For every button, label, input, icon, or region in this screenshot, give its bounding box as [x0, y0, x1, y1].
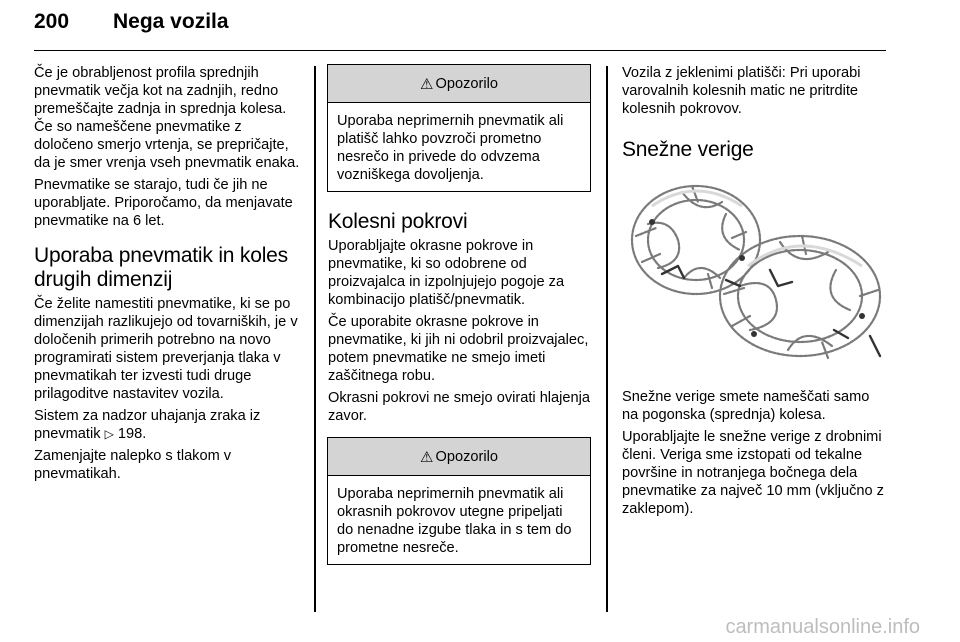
paragraph: Zamenjajte nalepko s tlakom v pnevmatikah.	[34, 448, 232, 482]
warning-triangle-icon: ⚠	[420, 448, 434, 466]
watermark: carmanualsonline.info	[725, 616, 920, 638]
warning-text: Uporaba neprimernih pnevmatik ali platišč lahko povzroči prometno nesrečo in privede do odvzema vozniškega dovoljenja.	[337, 113, 564, 183]
warning-box	[327, 64, 591, 192]
paragraph: Če je obrabljenost profila sprednjih pnevmatik večja kot na zadnjih, redno premeščajte zadnja in sprednja kolesa. Če so nameščene pnevmatike z določeno smerjo vrtenja, se prepričajte, da je smer vrenja vseh pnevmatik enaka.	[34, 65, 300, 171]
column-divider	[314, 66, 316, 612]
warning-title: Opozorilo	[435, 75, 498, 92]
paragraph: Vozila z jeklenimi platišči: Pri uporabi varovalnih kolesnih matic ne pritrdite kolesnih pokrovov.	[622, 65, 861, 117]
paragraph: Snežne verige smete nameščati samo na pogonska (sprednja) kolesa.	[622, 389, 870, 423]
column-middle	[328, 64, 592, 565]
paragraph-with-reference	[34, 407, 302, 443]
section-heading: Kolesni pokrovi	[328, 210, 468, 233]
page-number: 200	[34, 10, 70, 33]
paragraph: Okrasni pokrovi ne smejo ovirati hlajenja zavor.	[328, 390, 590, 424]
warning-box	[327, 437, 591, 565]
page-header	[34, 2, 886, 51]
paragraph: Pnevmatike se starajo, tudi če jih ne uporabljate. Priporočamo, da menjavate pnevmatike na 6 let.	[34, 177, 293, 229]
column-left	[34, 64, 302, 487]
warning-triangle-icon: ⚠	[420, 75, 434, 93]
paragraph: Uporabljajte okrasne pokrove in pnevmatike, ki so odobrene od proizvajalca in izpolnjujejo pogoje za kombinacijo platišč/pnevmatik.	[328, 238, 565, 308]
arrow-ref-icon[interactable]: ▷	[104, 427, 114, 441]
section-heading: Uporaba pnevmatik in koles drugih dimenzij	[34, 244, 288, 291]
paragraph: Uporabljajte le snežne verige z drobnimi členi. Veriga sme izstopati od tekalne površine in notranjega bočnega dela pnevmatike za največ 10 mm (vključno z zaklepom).	[622, 429, 884, 517]
snow-chains-illustration	[622, 166, 886, 380]
paragraph-text: Sistem za nadzor uhajanja zraka iz pnevmatik	[34, 408, 261, 442]
paragraph: Če uporabite okrasne pokrove in pnevmatike, ki jih ni odobril proizvajalec, potem pnevmatike ne smejo imeti zaščitnega robu.	[328, 314, 589, 384]
warning-header	[328, 65, 590, 103]
column-right	[622, 64, 888, 522]
warning-title: Opozorilo	[435, 448, 498, 465]
warning-text: Uporaba neprimernih pnevmatik ali okrasnih pokrovov utegne pripeljati do nenadne izgube tlaka in s tem do prometne nesreče.	[337, 486, 572, 556]
column-divider	[606, 66, 608, 612]
section-heading: Snežne verige	[622, 138, 754, 161]
page-reference[interactable]: 198.	[117, 426, 147, 442]
paragraph: Če želite namestiti pnevmatike, ki se po dimenzijah razlikujejo od tovarniških, je v določenih primerih potrebno na novo programirati sistem preverjanja tlaka v pnevmatikah ter izvesti tudi druge prilagoditve nastavitev vozila.	[34, 296, 298, 402]
warning-header	[328, 438, 590, 476]
chapter-title: Nega vozila	[113, 10, 229, 33]
